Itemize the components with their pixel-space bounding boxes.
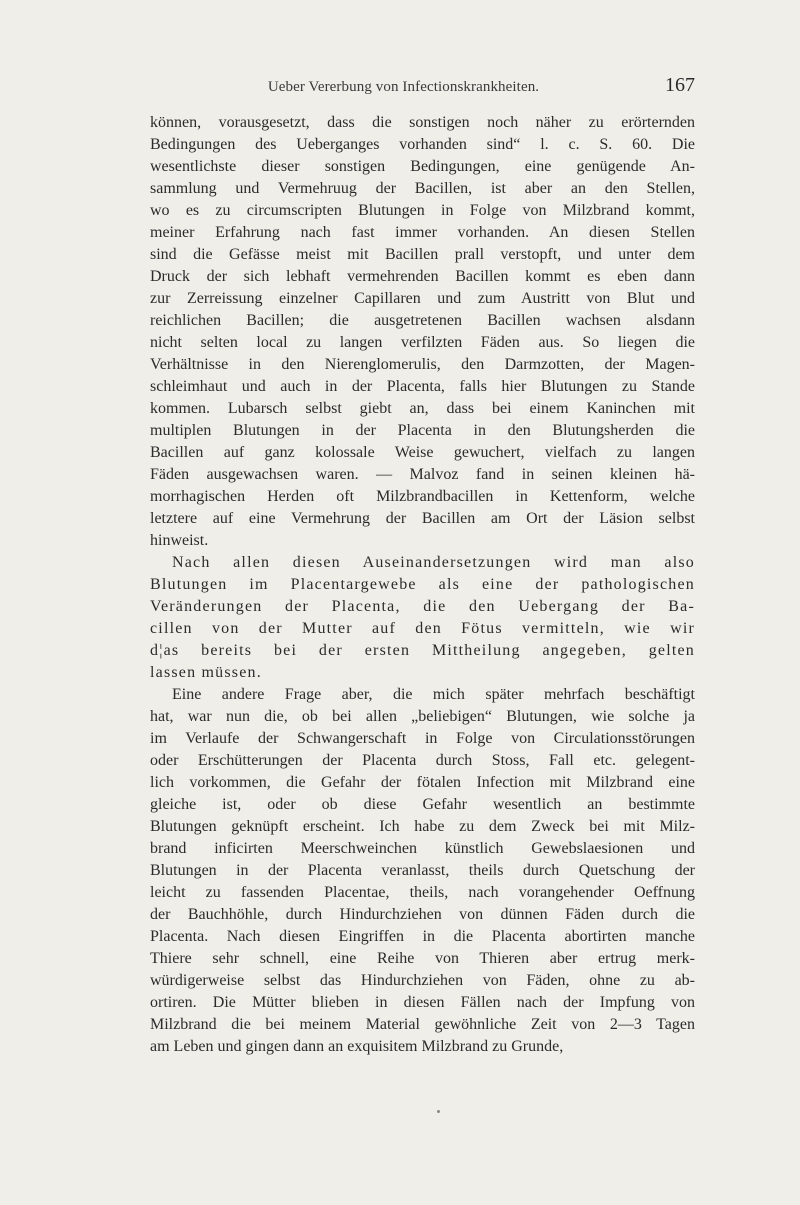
body-text (150, 112, 695, 1058)
text-line-spaced: Nach allen diesen Auseinandersetzungen wird man also (172, 554, 695, 571)
text-line: Thiere sehr schnell, eine Reihe von Thieren aber ertrug merk- (150, 950, 695, 967)
text-line-spaced: cillen von der Mutter auf den Fötus vermitteln, wie wir (150, 620, 695, 637)
running-head (150, 74, 695, 97)
text-line: können, vorausgesetzt, dass die sonstigen noch näher zu erörternden (150, 114, 695, 131)
text-line: zur Zerreissung einzelner Capillaren und zum Austritt von Blut und (150, 290, 695, 307)
text-line: nicht selten local zu langen verfilzten Fäden aus. So liegen die (150, 334, 695, 351)
text-line: hat, war nun die, ob bei allen „beliebigen“ Blutungen, wie solche ja (150, 708, 695, 725)
running-title: Ueber Vererbung von Infectionskrankheiten. (267, 79, 540, 95)
text-line: würdigerweise selbst das Hindurchziehen von Fäden, ohne zu ab- (150, 972, 695, 989)
text-line: Verhältnisse in den Nierenglomerulis, den Darmzotten, der Magen- (150, 356, 695, 373)
text-line: gleiche ist, oder ob diese Gefahr wesentlich an bestimmte (150, 796, 695, 813)
text-line: im Verlaufe der Schwangerschaft in Folge von Circulationsstörungen (150, 730, 695, 747)
text-line: hinweist. (150, 532, 209, 549)
text-line: ortiren. Die Mütter blieben in diesen Fällen nach der Impfung von (150, 994, 695, 1011)
text-line: sammlung und Vermehruug der Bacillen, ist aber an den Stellen, (150, 180, 695, 197)
text-line: Bedingungen des Ueberganges vorhanden sind“ l. c. S. 60. Die (150, 136, 695, 153)
text-line: der Bauchhöhle, durch Hindurchziehen von dünnen Fäden durch die (150, 906, 695, 923)
text-line: multiplen Blutungen in der Placenta in den Blutungsherden die (150, 422, 695, 439)
text-line: lich vorkommen, die Gefahr der fötalen Infection mit Milzbrand eine (150, 774, 695, 791)
text-line: morrhagischen Herden oft Milzbrandbacillen in Kettenform, welche (150, 488, 695, 505)
text-line: Fäden ausgewachsen waren. — Malvoz fand in seinen kleinen hä- (150, 466, 695, 483)
text-line: Druck der sich lebhaft vermehrenden Bacillen kommt es eben dann (150, 268, 695, 285)
text-line: schleimhaut und auch in der Placenta, falls hier Blutungen zu Stande (150, 378, 695, 395)
text-line-spaced: lassen müssen. (150, 664, 262, 681)
text-line: am Leben und gingen dann an exquisitem Milzbrand zu Grunde, (150, 1038, 564, 1055)
text-line: meiner Erfahrung nach fast immer vorhanden. An diesen Stellen (150, 224, 695, 241)
text-line: wesentlichste dieser sonstigen Bedingungen, eine genügende An- (150, 158, 695, 175)
text-line: kommen. Lubarsch selbst giebt an, dass bei einem Kaninchen mit (150, 400, 695, 417)
print-speck (437, 1110, 440, 1113)
text-line: Placenta. Nach diesen Eingriffen in die Placenta abortirten manche (150, 928, 695, 945)
text-line-spaced: Veränderungen der Placenta, die den Uebergang der Ba- (150, 598, 695, 615)
text-line-spaced: d¦as bereits bei der ersten Mittheilung angegeben, gelten (150, 642, 695, 659)
text-line: reichlichen Bacillen; die ausgetretenen Bacillen wachsen alsdann (150, 312, 695, 329)
text-line: brand inficirten Meerschweinchen künstlich Gewebslaesionen und (150, 840, 695, 857)
text-line: Bacillen auf ganz kolossale Weise gewuchert, vielfach zu langen (150, 444, 695, 461)
text-line: sind die Gefässe meist mit Bacillen prall verstopft, und unter dem (150, 246, 695, 263)
text-line: oder Erschütterungen der Placenta durch Stoss, Fall etc. gelegent- (150, 752, 695, 769)
text-line: wo es zu circumscripten Blutungen in Folge von Milzbrand kommt, (150, 202, 695, 219)
page-number: 167 (665, 74, 695, 96)
text-line: Blutungen geknüpft erscheint. Ich habe zu dem Zweck bei mit Milz- (150, 818, 695, 835)
text-line: letztere auf eine Vermehrung der Bacillen am Ort der Läsion selbst (150, 510, 695, 527)
text-line: leicht zu fassenden Placentae, theils, nach vorangehender Oeffnung (150, 884, 695, 901)
text-line: Eine andere Frage aber, die mich später mehrfach beschäftigt (172, 686, 695, 703)
text-line: Blutungen in der Placenta veranlasst, theils durch Quetschung der (150, 862, 695, 879)
text-line-spaced: Blutungen im Placentargewebe als eine der pathologischen (150, 576, 695, 593)
text-line: Milzbrand die bei meinem Material gewöhnliche Zeit von 2—3 Tagen (150, 1016, 695, 1033)
